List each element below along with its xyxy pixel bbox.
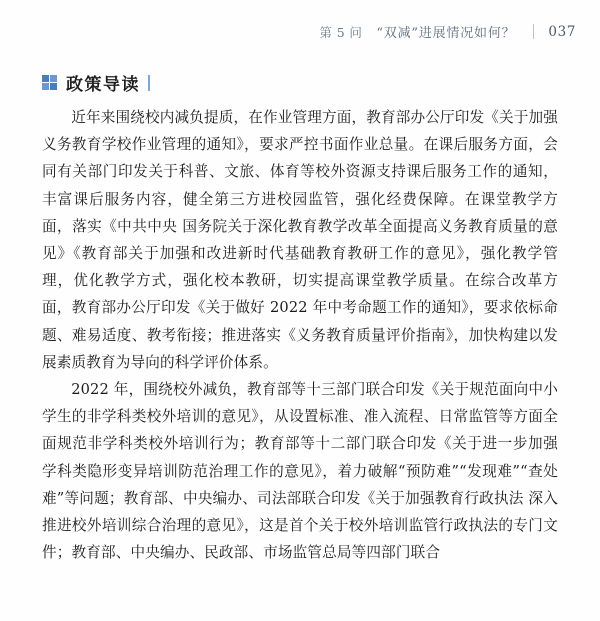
running-head-question-title: “双减”进展情况如何？ <box>376 26 516 41</box>
grid-2x2-icon <box>42 75 57 90</box>
section-title-accent-bar <box>148 75 150 91</box>
page-number: 037 <box>548 23 576 40</box>
running-head-divider <box>533 24 534 39</box>
paragraph-2: 2022 年，围绕校外减负，教育部等十三部门联合印发《关于规范面向中小学生的非学科类校外培训的意见》，从设置标准、准入流程、日常监管等方面全面规范非学科类校外培训行为；教育部等十二部门联合印发《关于进一步加强学科类隐形变异培训防范治理工作的意见》，着力破解“预防难”“发现难”“查处难”等问题；教育部、中央编办、司法部联合印发《关于加强教育行政执法 深入推进校外培训综合治理的意见》，这是首个关于校外培训监管行政执法的专门文件；教育部、中央编办、民政部、市场监管总局等四部门联合 <box>42 381 558 562</box>
section-title: 政策导读 <box>66 75 140 95</box>
section-heading <box>42 70 150 95</box>
body-text <box>42 104 558 566</box>
grid-icon-cell-4 <box>50 83 57 90</box>
running-head-question-number: 第 5 问 <box>319 24 363 40</box>
grid-icon-cell-3 <box>42 83 49 90</box>
grid-icon-cell-1 <box>42 75 49 82</box>
paragraph-1: 近年来围绕校内减负提质，在作业管理方面，教育部办公厅印发《关于加强义务教育学校作业管理的通知》，要求严控书面作业总量。在课后服务方面，会同有关部门印发关于科普、文旅、体育等校外资源支持课后服务工作的通知，丰富课后服务内容，健全第三方进校园监管，强化经费保障。在课堂教学方面，落实《中共中央 国务院关于深化教育教学改革全面提高义务教育质量的意见》《教育部关于加强和改进新时代基础教育教研工作的意见》，强化教学管理，优化教学方式，强化校本教研，切实提高课堂教学质量。在综合改革方面，教育部办公厅印发《关于做好 2022 年中考命题工作的通知》，要求依标命题、难易适度、教考衔接；推进落实《义务教育质量评价指南》，加快构建以发展素质教育为导向的科学评价体系。 <box>42 109 558 371</box>
grid-icon-cell-2 <box>50 75 57 82</box>
running-header <box>319 22 576 41</box>
